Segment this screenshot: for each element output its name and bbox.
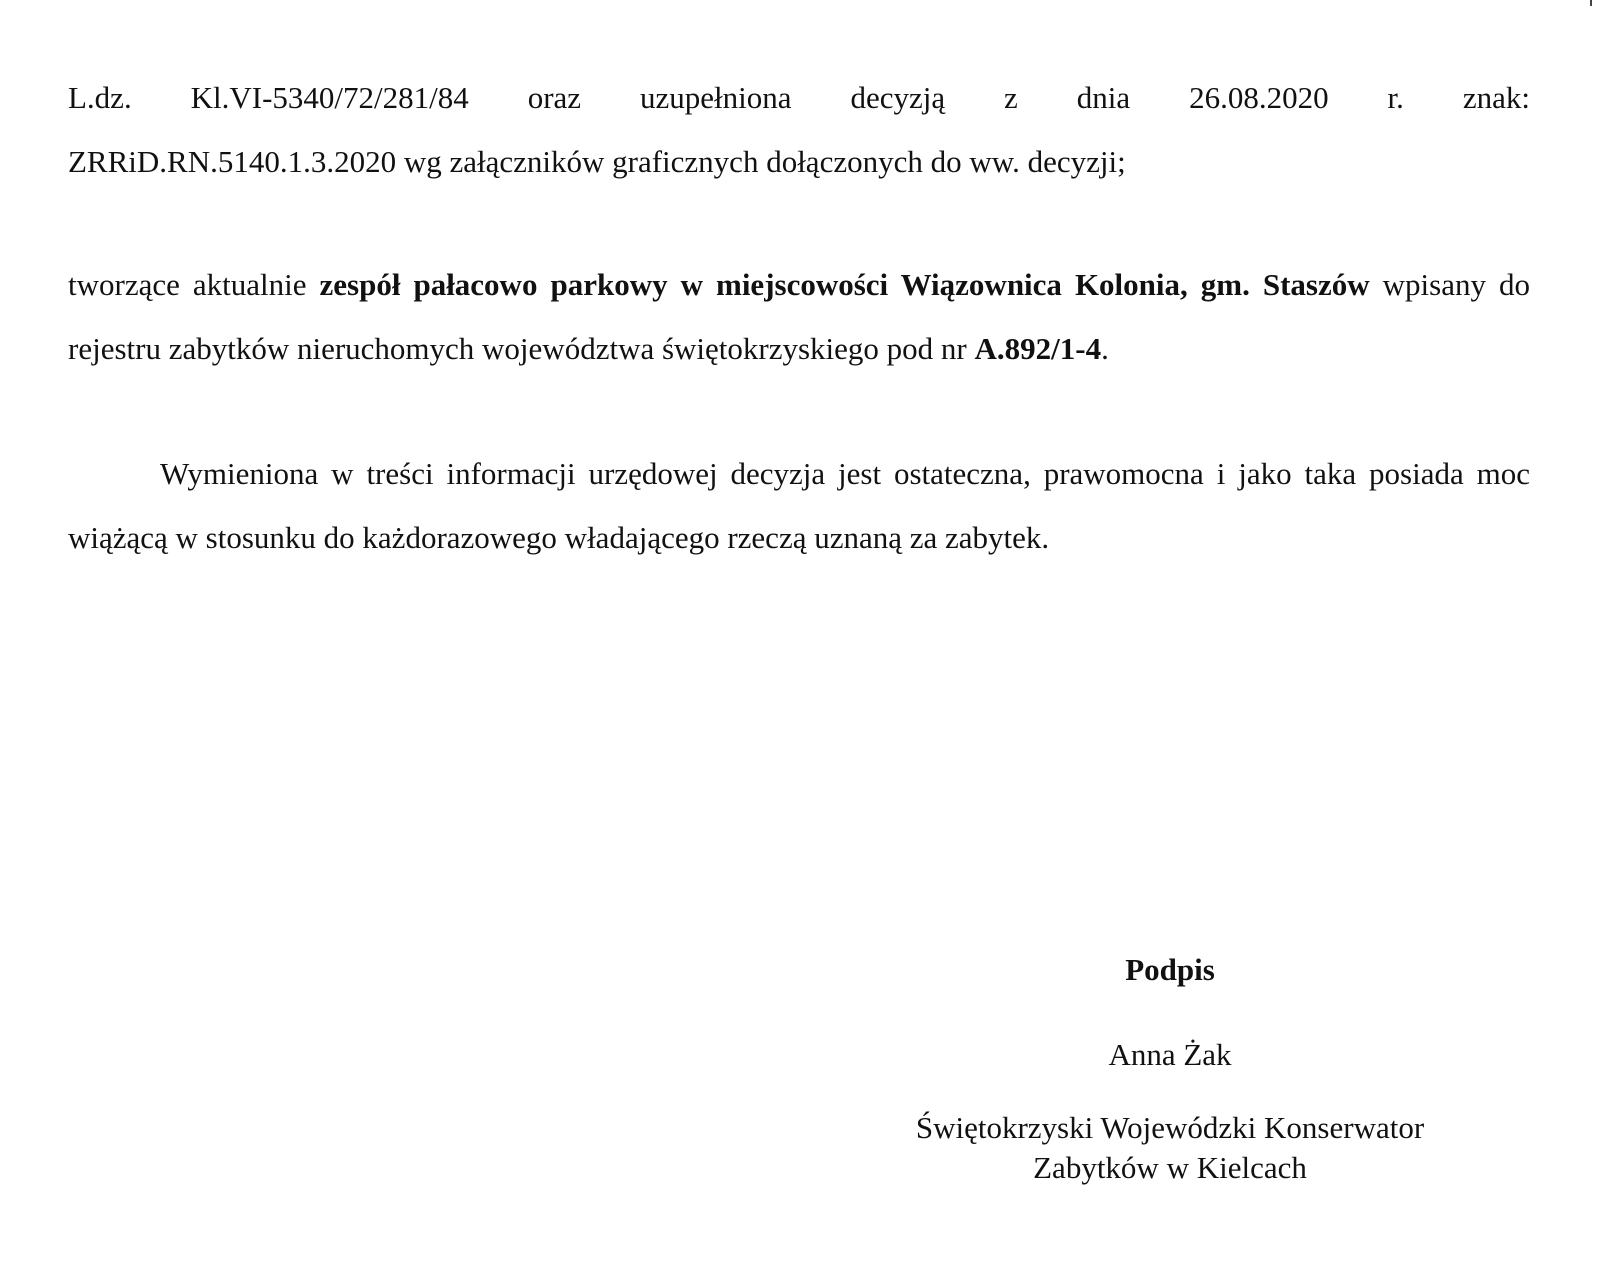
- scan-mark: [1590, 0, 1592, 6]
- paragraph-finality: Wymieniona w treści informacji urzędowej decyzja jest ostateczna, prawomocna i jako taka posiada moc wiążącą w stosunku do każdorazowego władającego rzeczą uznaną za zabytek.: [68, 456, 1530, 555]
- paragraph-register-entry: [68, 253, 1530, 381]
- signatory-name: Anna Żak: [1108, 1037, 1232, 1072]
- signature-label: Podpis: [1125, 952, 1215, 987]
- signatory-role: [820, 1108, 1520, 1188]
- signatory-role-line-1: Świętokrzyski Wojewódzki Konserwator: [915, 1110, 1425, 1145]
- reference-line-1: L.dz. Kl.VI-5340/72/281/84 oraz uzupełniona decyzją z dnia 26.08.2020 r. znak:: [68, 80, 1530, 115]
- reference-line-2: ZRRiD.RN.5140.1.3.2020 wg załączników graficznych dołączonych do ww. decyzji;: [68, 144, 1126, 179]
- paragraph-reference: [68, 66, 1530, 194]
- register-number: A.892/1-4: [974, 331, 1102, 366]
- register-suffix: .: [1101, 331, 1109, 366]
- register-prefix: tworzące aktualnie: [68, 267, 320, 302]
- signatory-role-line-2: Zabytków w Kielcach: [1033, 1150, 1307, 1185]
- register-middle: wpisany do rejestru zabytków nieruchomych województwa świętokrzyskiego pod nr: [68, 267, 1530, 366]
- complex-name: zespół pałacowo parkowy w miejscowości Wiązownica Kolonia, gm. Staszów: [319, 267, 1370, 302]
